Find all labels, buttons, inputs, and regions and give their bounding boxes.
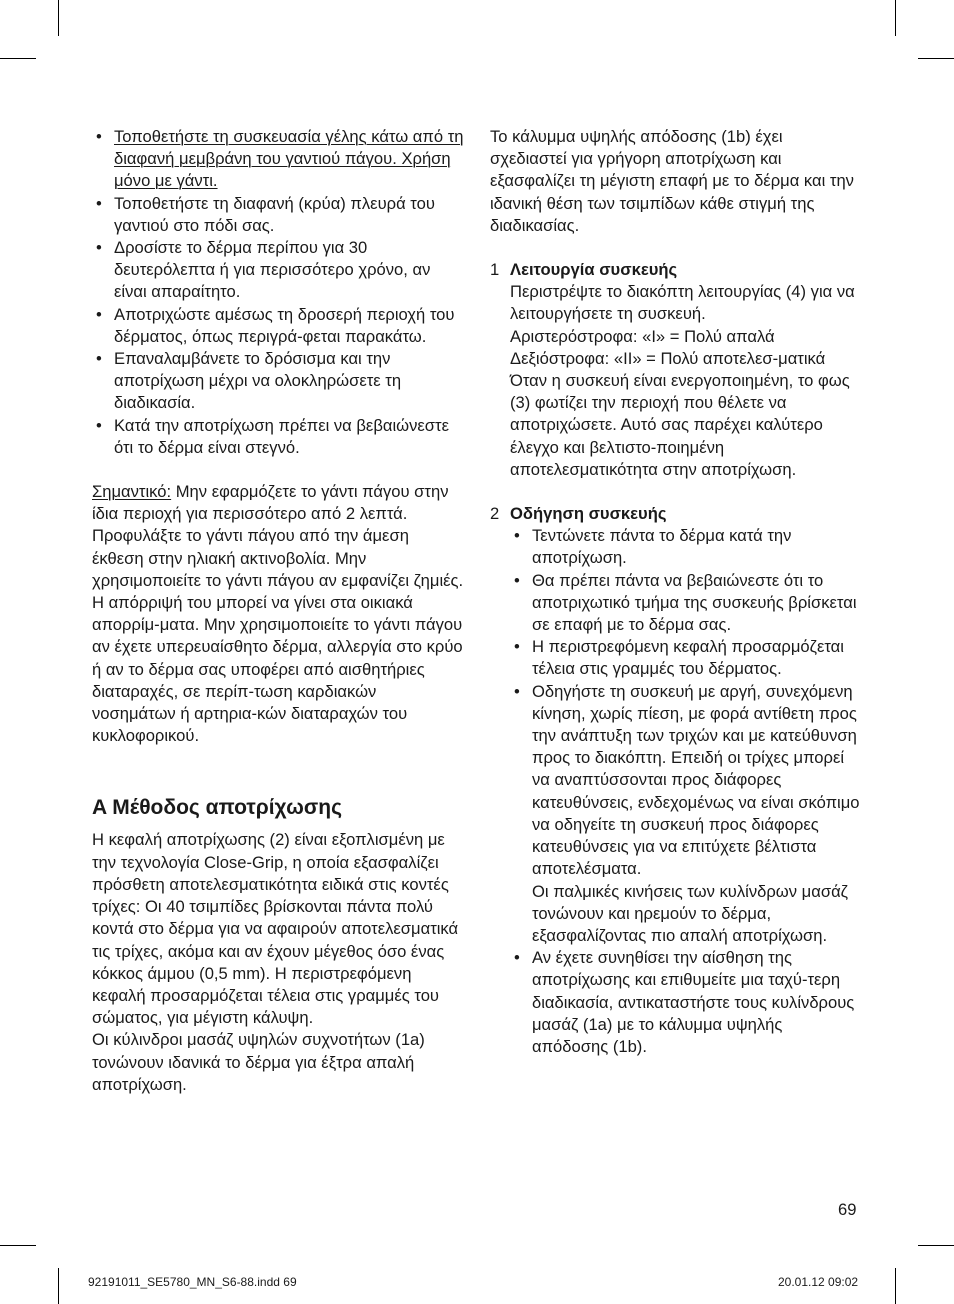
- list-item: • Δροσίστε το δέρμα περίπου για 30 δευτερόλεπτα ή για περισσότερο χρόνο, αν είναι απαραίτητο.: [92, 237, 464, 304]
- list-item: • Κατά την αποτρίχωση πρέπει να βεβαιώνεστε ότι το δέρμα είναι στεγνό.: [92, 415, 464, 459]
- step-text: Όταν η συσκευή είναι ενεργοποιημένη, το φως (3) φωτίζει την περιοχή που θέλετε να αποτριχώσετε. Αυτό σας παρέχει καλύτερο έλεγχο και βελτιστο-ποιημένη αποτελεσματικότητα στην αποτρίχωση.: [510, 371, 850, 479]
- important-note: [92, 481, 464, 747]
- list-item-continuation: Οι παλμικές κινήσεις των κυλίνδρων μασάζ τονώνουν και ηρεμούν το δέρμα, εξασφαλίζοντας πιο απαλή αποτρίχωση.: [532, 881, 848, 945]
- crop-mark-bottom-right-v: [895, 1268, 896, 1304]
- method-paragraph: Η κεφαλή αποτρίχωσης (2) είναι εξοπλισμένη με την τεχνολογία Close-Grip, η οποία εξασφαλίζει πρόσθετη αποτελεσματικότητα ειδικά στις κοντές τρίχες: Οι 40 τσιμπίδες βρίσκονται πάντα πολύ κοντά στο δέρμα για να αφαιρούν αποτελεσματικά τις τρίχες, ακόμα και αν έχουν μέγεθος όσο ένας κόκκος άμμου (0,5 mm). Η περιστρεφόμενη κεφαλή προσαρμόζεται τέλεια στις γραμμές του σώματος, για μέγιστη κάλυψη.: [92, 830, 459, 1028]
- step-2: [490, 503, 862, 1058]
- list-item: • Επαναλαμβάνετε το δρόσισμα και την αποτρίχωση μέχρι να ολοκληρώσετε τη διαδικασία.: [92, 348, 464, 415]
- page-number: 69: [838, 1200, 857, 1219]
- important-label: Σημαντικό:: [92, 482, 172, 502]
- step-title: Οδήγηση συσκευής: [510, 504, 667, 524]
- cooling-steps-list: [92, 126, 464, 459]
- footer-filename: 92191011_SE5780_MN_S6-88.indd 69: [88, 1275, 297, 1289]
- left-column: [92, 126, 464, 1096]
- list-item: • Οδηγήστε τη συσκευή με αργή, συνεχόμενη κίνηση, χωρίς πίεση, με φορά αντίθετη προς την ανάπτυξη των τριχών και με κατεύθυνση προς το διακόπτη. Επειδή οι τρίχες μπορεί να αναπτύσσονται προς διάφορες κατευθύνσεις, ενδεχομένως να είναι σκόπιμο να οδηγείτε τη συσκευή προς διάφορες κατευθύνσεις για να επιτύχετε βέλτιστα αποτελέσματα. Οι παλμικές κινήσεις των κυλίνδρων μασάζ τονώνουν και ηρεμούν το δέρμα, εξασφαλίζοντας πιο απαλή αποτρίχωση.: [510, 681, 862, 947]
- list-item: • Τοποθετήστε τη διαφανή (κρύα) πλευρά του γαντιού στο πόδι σας.: [92, 193, 464, 237]
- list-item: • Θα πρέπει πάντα να βεβαιώνεστε ότι το αποτριχωτικό τμήμα της συσκευής βρίσκεται σε επαφή με το δέρμα σας.: [510, 570, 862, 637]
- list-item: • Τοποθετήστε τη συσκευασία γέλης κάτω από τη διαφανή μεμβράνη του γαντιού πάγου. Χρήση μόνο με γάντι.: [92, 126, 464, 193]
- list-item: • Η περιστρεφόμενη κεφαλή προσαρμόζεται τέλεια στις γραμμές του δέρματος.: [510, 636, 862, 680]
- crop-mark-top-right-v: [895, 0, 896, 36]
- step-1: [490, 259, 862, 481]
- guiding-steps-list: [510, 525, 862, 1058]
- crop-mark-top-left-h: [0, 58, 36, 59]
- step-number: 2: [490, 504, 500, 524]
- high-performance-cap-paragraph: Το κάλυμμα υψηλής απόδοσης (1b) έχει σχεδιαστεί για γρήγορη αποτρίχωση και εξασφαλίζει τη μέγιστη επαφή με το δέρμα και την ιδανική θέση των τσιμπίδων κάθε στιγμή της διαδικασίας.: [490, 127, 854, 235]
- list-item: • Τεντώνετε πάντα το δέρμα κατά την αποτρίχωση.: [510, 525, 862, 569]
- step-text: Περιστρέψτε το διακόπτη λειτουργίας (4) για να λειτουργήσετε τη συσκευή.: [510, 282, 855, 324]
- important-text: Μην εφαρμόζετε το γάντι πάγου στην ίδια περιοχή για περισσότερο από 2 λεπτά. Προφυλάξτε το γάντι πάγου από την άμεση έκθεση στην ηλιακή ακτινοβολία. Μην χρησιμοποιείτε το γάντι πάγου αν εμφανίζει ζημιές. Η απόρριψή του μπορεί να γίνει στα οικιακά απορρίμ-ματα. Μην χρησιμοποιείτε το γάντι πάγου αν έχετε υπερευαίσθητο δέρμα, αλλεργία στο κρύο ή αν το δέρμα σας υποφέρει από αισθητήριες διαταραχές, σε περίπ-τωση καρδιακών νοσημάτων ή αρτηρια-κών διαταραχών του κυκλοφορικού.: [92, 482, 464, 746]
- step-number: 1: [490, 260, 500, 280]
- step-text: Αριστερόστροφα: «I» = Πολύ απαλά: [510, 326, 775, 346]
- step-title: Λειτουργία συσκευής: [510, 260, 678, 280]
- section-heading: A Μέθοδος αποτρίχωσης: [92, 796, 343, 820]
- step-text: Δεξιόστροφα: «II» = Πολύ αποτελεσ-ματικά: [510, 348, 826, 368]
- list-item: • Αποτριχώστε αμέσως τη δροσερή περιοχή του δέρματος, όπως περιγρά-φεται παρακάτω.: [92, 304, 464, 348]
- list-item: • Αν έχετε συνηθίσει την αίσθηση της αποτρίχωσης και επιθυμείτε μια ταχύ-τερη διαδικασία, αντικαταστήστε τους κυλίνδρους μασάζ (1a) με το κάλυμμα υψηλής απόδοσης (1b).: [510, 947, 862, 1058]
- footer-date: 20.01.12 09:02: [778, 1275, 859, 1289]
- crop-mark-top-right-h: [918, 58, 954, 59]
- massage-rollers-paragraph: Οι κύλινδροι μασάζ υψηλών συχνοτήτων (1a) τονώνουν ιδανικά το δέρμα για έξτρα απαλή αποτρίχωση.: [92, 1030, 425, 1094]
- crop-mark-bottom-left-h: [0, 1245, 36, 1246]
- crop-mark-bottom-right-h: [918, 1245, 954, 1246]
- crop-mark-top-left-v: [58, 0, 59, 36]
- crop-mark-bottom-left-v: [58, 1268, 59, 1304]
- right-column: [490, 126, 862, 1058]
